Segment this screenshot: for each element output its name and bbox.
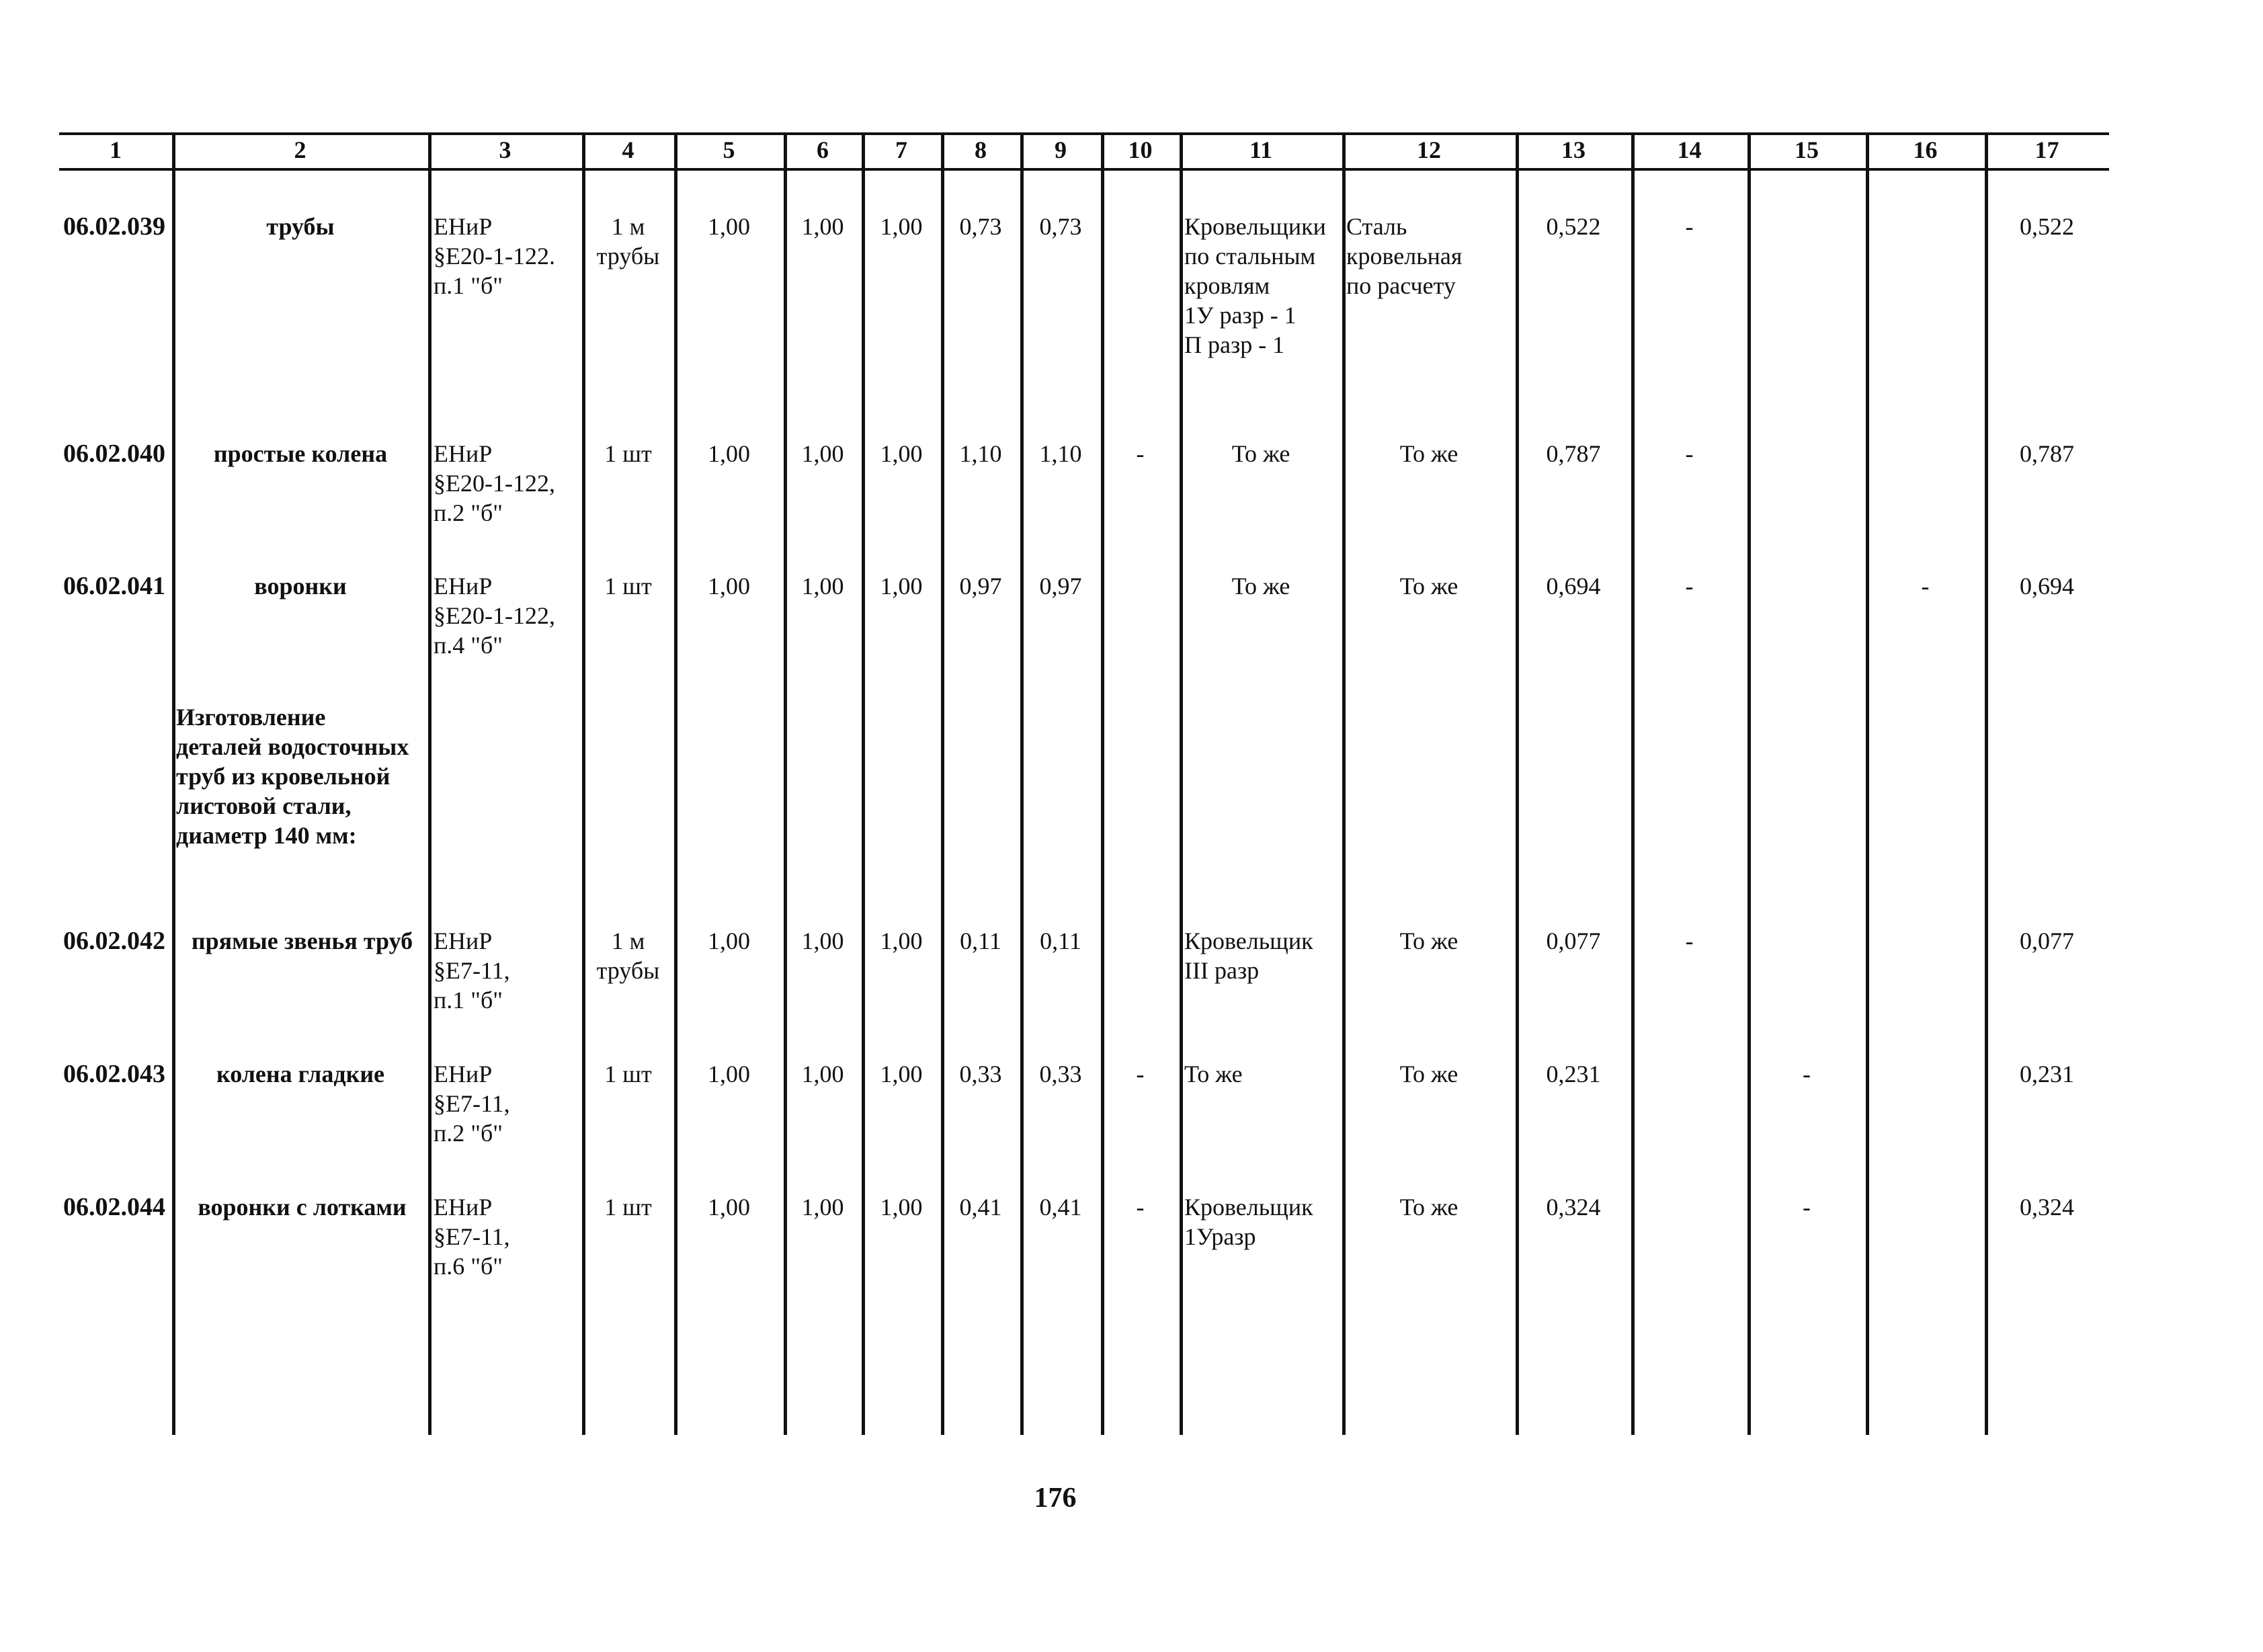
row-col5: 1,00 — [708, 213, 750, 240]
row-col16: - — [1921, 573, 1930, 600]
row-name: трубы — [266, 213, 335, 240]
column-header-2: 2 — [294, 136, 306, 163]
row-col7: 1,00 — [880, 1061, 923, 1087]
row-col14: - — [1685, 213, 1694, 240]
row-workers: Кровельщик 1Уразр — [1184, 1194, 1313, 1250]
row-materials: То же — [1399, 927, 1458, 954]
row-col10: - — [1136, 1061, 1145, 1087]
row-col9: 0,33 — [1039, 1061, 1082, 1087]
column-header-13: 13 — [1561, 136, 1586, 163]
col-sep-15 — [1866, 134, 1869, 1435]
col-sep-4 — [674, 134, 677, 1435]
row-col6: 1,00 — [801, 927, 844, 954]
row-col9: 0,73 — [1039, 213, 1082, 240]
row-name: воронки — [254, 573, 347, 600]
row-workers: То же — [1184, 1061, 1243, 1087]
row-col14: - — [1685, 927, 1694, 954]
col-sep-12 — [1516, 134, 1519, 1435]
row-col6: 1,00 — [801, 1061, 844, 1087]
row-workers: То же — [1231, 440, 1290, 467]
row-col17: 0,694 — [2020, 573, 2074, 600]
row-col13: 0,787 — [1546, 440, 1601, 467]
column-header-17: 17 — [2034, 136, 2059, 163]
row-code: 06.02.043 — [63, 1060, 165, 1088]
row-col13: 0,694 — [1546, 573, 1601, 600]
row-col14: - — [1685, 440, 1694, 467]
col-sep-8 — [1020, 134, 1024, 1435]
page-number: 176 — [1034, 1483, 1077, 1514]
row-col7: 1,00 — [880, 1194, 923, 1221]
row-col17: 0,324 — [2020, 1194, 2074, 1221]
row-unit: 1 м трубы — [596, 927, 660, 984]
row-reference: ЕНиР §Е7-11, п.6 "б" — [434, 1194, 510, 1280]
row-col7: 1,00 — [880, 927, 923, 954]
row-col8: 0,97 — [959, 573, 1002, 600]
row-col8: 0,11 — [960, 927, 1001, 954]
row-code: 06.02.040 — [63, 440, 165, 468]
row-code: 06.02.044 — [63, 1193, 165, 1221]
row-col17: 0,231 — [2020, 1061, 2074, 1087]
col-sep-6 — [862, 134, 865, 1435]
row-col8: 0,33 — [959, 1061, 1002, 1087]
group-heading: Изготовление деталей водосточных труб из кровельной листовой стали, диаметр 140 мм: — [176, 704, 409, 849]
col-sep-1 — [172, 134, 175, 1435]
row-materials: То же — [1399, 1061, 1458, 1087]
col-sep-13 — [1631, 134, 1635, 1435]
column-header-15: 15 — [1795, 136, 1819, 163]
row-unit: 1 шт — [604, 1061, 652, 1087]
row-materials: То же — [1399, 1194, 1458, 1221]
row-materials: То же — [1399, 573, 1458, 600]
row-col13: 0,522 — [1546, 213, 1601, 240]
row-col10: - — [1136, 1194, 1145, 1221]
row-materials: Сталь кровельная по расчету — [1346, 213, 1463, 299]
column-header-16: 16 — [1913, 136, 1938, 163]
col-sep-5 — [784, 134, 787, 1435]
row-col15: - — [1803, 1194, 1811, 1221]
row-col13: 0,231 — [1546, 1061, 1601, 1087]
row-col14: - — [1685, 573, 1694, 600]
row-name: воронки с лотками — [198, 1194, 407, 1221]
col-sep-14 — [1747, 134, 1751, 1435]
row-col5: 1,00 — [708, 440, 750, 467]
row-col9: 1,10 — [1039, 440, 1082, 467]
column-header-4: 4 — [622, 136, 634, 163]
row-reference: ЕНиР §Е7-11, п.1 "б" — [434, 927, 510, 1014]
row-col5: 1,00 — [708, 573, 750, 600]
row-col9: 0,97 — [1039, 573, 1082, 600]
row-col13: 0,324 — [1546, 1194, 1601, 1221]
row-reference: ЕНиР §Е7-11, п.2 "б" — [434, 1061, 510, 1147]
row-col13: 0,077 — [1546, 927, 1601, 954]
row-unit: 1 шт — [604, 1194, 652, 1221]
row-name: простые колена — [213, 440, 388, 467]
row-col7: 1,00 — [880, 213, 923, 240]
column-header-9: 9 — [1055, 136, 1067, 163]
row-name: прямые звенья труб — [191, 927, 413, 954]
column-header-12: 12 — [1417, 136, 1441, 163]
row-col8: 0,73 — [959, 213, 1002, 240]
row-col6: 1,00 — [801, 1194, 844, 1221]
col-sep-3 — [582, 134, 585, 1435]
column-header-5: 5 — [723, 136, 735, 163]
row-col15: - — [1803, 1061, 1811, 1087]
table-header-rule — [59, 168, 2109, 171]
row-col9: 0,11 — [1040, 927, 1081, 954]
column-header-6: 6 — [817, 136, 829, 163]
row-unit: 1 м трубы — [596, 213, 660, 270]
row-col17: 0,522 — [2020, 213, 2074, 240]
row-col17: 0,787 — [2020, 440, 2074, 467]
row-col7: 1,00 — [880, 573, 923, 600]
row-col6: 1,00 — [801, 440, 844, 467]
row-col10: - — [1136, 440, 1145, 467]
row-col7: 1,00 — [880, 440, 923, 467]
col-sep-16 — [1985, 134, 1988, 1435]
column-header-1: 1 — [110, 136, 122, 163]
row-col5: 1,00 — [708, 927, 750, 954]
row-reference: ЕНиР §Е20-1-122, п.2 "б" — [434, 440, 555, 526]
column-header-8: 8 — [975, 136, 987, 163]
column-header-14: 14 — [1677, 136, 1702, 163]
row-workers: Кровельщики по стальным кровлям 1У разр - 1 П разр - 1 — [1184, 213, 1326, 358]
row-col6: 1,00 — [801, 213, 844, 240]
row-reference: ЕНиР §Е20-1-122. п.1 "б" — [434, 213, 555, 299]
row-workers: Кровельщик III разр — [1184, 927, 1313, 984]
col-sep-10 — [1180, 134, 1183, 1435]
row-workers: То же — [1231, 573, 1290, 600]
row-col8: 1,10 — [959, 440, 1002, 467]
column-header-7: 7 — [895, 136, 907, 163]
row-reference: ЕНиР §Е20-1-122, п.4 "б" — [434, 573, 555, 659]
row-col6: 1,00 — [801, 573, 844, 600]
row-name: колена гладкие — [216, 1061, 385, 1087]
row-code: 06.02.042 — [63, 927, 165, 955]
row-code: 06.02.039 — [63, 212, 165, 241]
column-header-3: 3 — [499, 136, 511, 163]
row-col9: 0,41 — [1039, 1194, 1082, 1221]
row-code: 06.02.041 — [63, 572, 165, 600]
row-unit: 1 шт — [604, 573, 652, 600]
row-col5: 1,00 — [708, 1061, 750, 1087]
col-sep-7 — [941, 134, 944, 1435]
col-sep-9 — [1101, 134, 1104, 1435]
row-materials: То же — [1399, 440, 1458, 467]
row-col5: 1,00 — [708, 1194, 750, 1221]
column-header-10: 10 — [1128, 136, 1153, 163]
column-header-11: 11 — [1249, 136, 1272, 163]
row-col17: 0,077 — [2020, 927, 2074, 954]
row-col8: 0,41 — [959, 1194, 1002, 1221]
row-unit: 1 шт — [604, 440, 652, 467]
